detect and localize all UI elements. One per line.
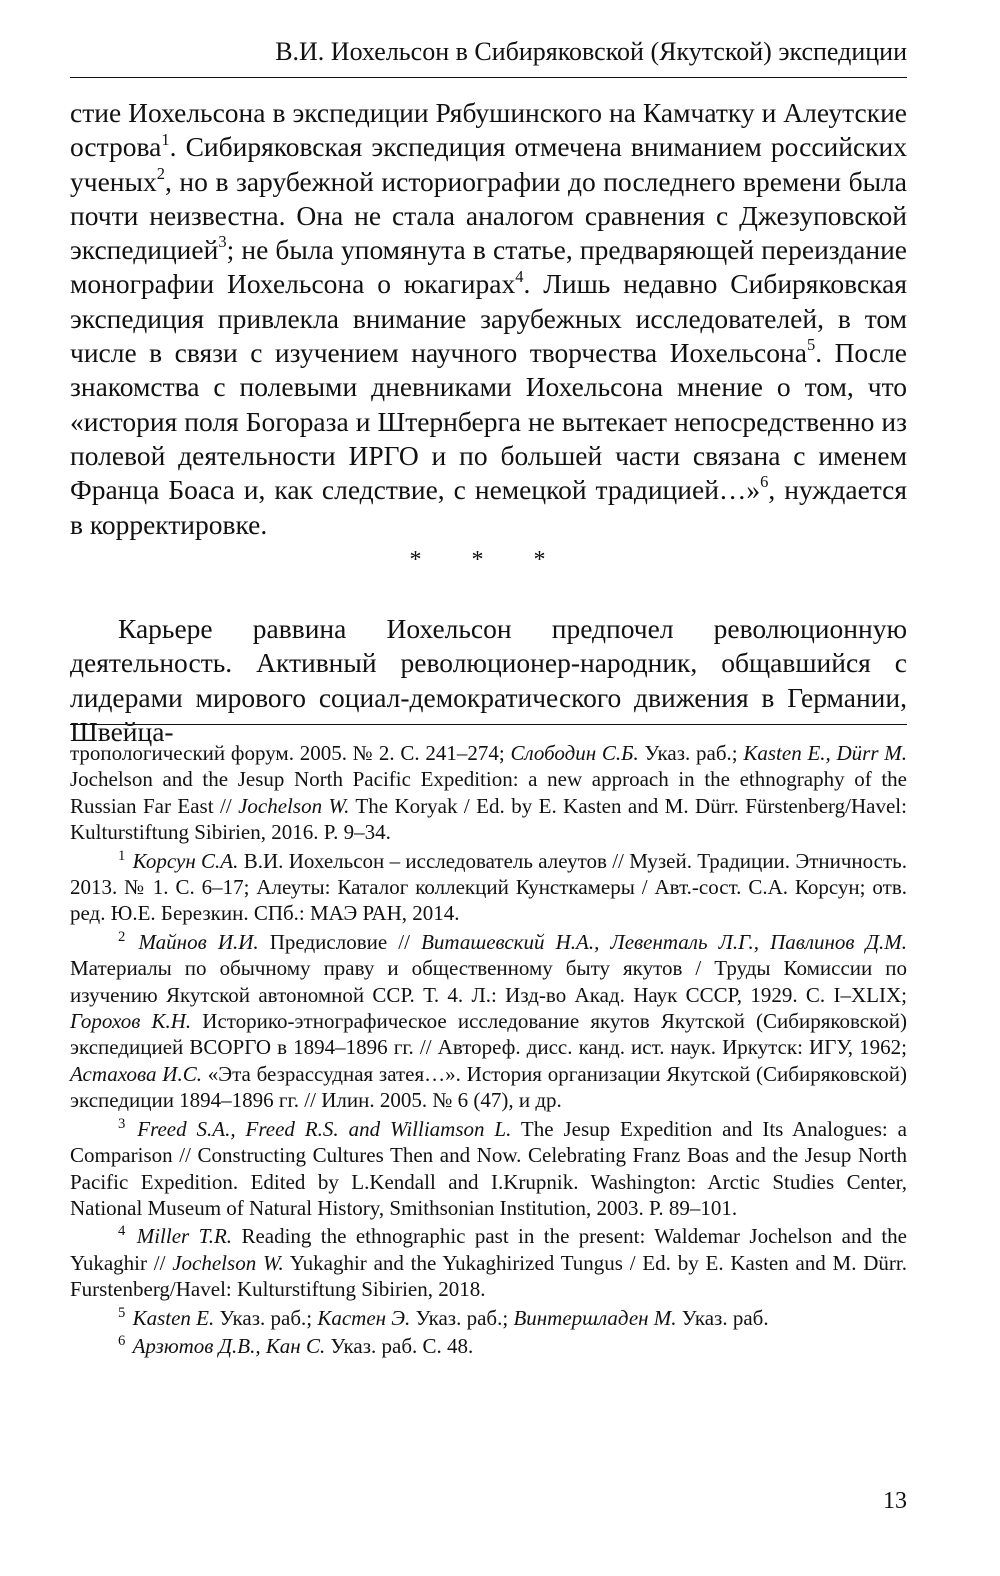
author-name: Miller T.R.: [136, 1224, 233, 1249]
citation-text: тропологический форум. 2005. № 2. С. 241–274;: [70, 741, 511, 765]
text-segment: , но в зарубежной историографии до последнего времени была почти неизвестна. Она не стала аналогом сравнения с Джезуповской экспедицией: [70, 165, 907, 266]
text-segment: , нуждается в корректировке.: [70, 474, 907, 540]
citation-text: Указ. раб.;: [638, 741, 744, 765]
footnote-ref-3[interactable]: 3: [218, 232, 227, 252]
author-name: Kasten E.: [132, 1305, 215, 1330]
author-name: Астахова И.С.: [70, 1061, 202, 1086]
citation-text: «Эта безрассудная затея…». История организации Якутской (Сибиряковской) экспедиции 1894–1896 гг. // Илин. 2005. № 6 (47), и др.: [70, 1061, 907, 1113]
text-segment: . После знакомства с полевыми дневниками Иохельсона мнение о том, что «история поля Богораза и Штернберга не вытекает непосредственно из полевой деятельности ИРГО и по большей части связана с именем Франца Боаса и, как следствие, с немецкой традицией…»: [70, 337, 907, 506]
author-name: Слободин С.Б.: [510, 741, 639, 765]
author-name: Виташевский Н.А., Левенталь Л.Г., Павлинов Д.М.: [421, 929, 908, 954]
author-name: Винтершладен М.: [513, 1305, 677, 1330]
main-text-2: [70, 612, 907, 749]
footnotes: [70, 740, 907, 1361]
text-segment: стие Иохельсона в экспедиции Рябушинского на Камчатку и Алеутские острова: [70, 97, 907, 163]
author-name: Кастен Э.: [317, 1305, 411, 1330]
author-name: Kasten E., Dürr M.: [743, 741, 907, 765]
paragraph-1: [70, 96, 907, 542]
citation-text: Указ. раб.;: [214, 1305, 318, 1330]
footnote-2: [70, 929, 907, 1114]
author-name: Майнов И.И.: [138, 929, 259, 954]
footnote-rule: [70, 724, 907, 725]
header-rule: [70, 77, 907, 78]
citation-text: Указ. раб.;: [410, 1305, 514, 1330]
paragraph-2: Карьере раввина Иохельсон предпочел революционную деятельность. Активный революционер-народник, общавшийся с лидерами мирового социал-демократического движения в Германии, Швейца-: [70, 613, 907, 747]
author-name: Горохов К.Н.: [70, 1009, 192, 1034]
text-segment: . Лишь недавно Сибиряковская экспедиция привлекла внимание зарубежных исследователей, в том числе в связи с изучением научного творчества Иохельсона: [70, 268, 907, 369]
author-name: Арзютов Д.В., Кан С.: [132, 1333, 326, 1358]
footnote-number: 5: [118, 1304, 126, 1321]
text-segment: ; не была упомянута в статье, предваряющей переиздание монографии Иохельсона о юкагирах: [70, 234, 907, 300]
footnote-number: 4: [118, 1223, 126, 1240]
footnote-number: 2: [118, 928, 126, 945]
citation-text: Reading the ethnographic past in the present: Waldemar Jochelson and the Yukaghir //: [70, 1224, 907, 1275]
footnote-1: [70, 848, 907, 927]
author-name: Jochelson W.: [238, 793, 350, 818]
footnote-ref-5[interactable]: 5: [806, 335, 816, 355]
author-name: Jochelson W.: [172, 1250, 284, 1275]
author-name: Freed S.A., Freed R.S. and Williamson L.: [137, 1116, 512, 1141]
section-divider: * * *: [409, 547, 568, 573]
footnote-ref-4[interactable]: 4: [515, 266, 524, 286]
running-header: В.И. Иохельсон в Сибиряковской (Якутской) экспедиции: [275, 37, 907, 66]
citation-text: Историко-этнографическое исследование якутов Якутской (Сибиряковской) экспедицией ВСОРГО в 1894–1896 гг. // Автореф. дисс. канд. ист. наук. Иркутск: ИГУ, 1962;: [70, 1009, 907, 1060]
footnote-3: [70, 1116, 907, 1222]
citation-text: Yukaghir and the Yukaghirized Tungus / Ed. by E. Kasten and M. Dürr. Furstenberg/Havel: Kulturstiftung Sibirien, 2018.: [70, 1250, 907, 1302]
footnote-5: [70, 1305, 907, 1331]
page-number: 13: [883, 1488, 907, 1514]
citation-text: Указ. раб. С. 48.: [325, 1333, 474, 1358]
citation-text: Материалы по обычному праву и общественному быту якутов / Труды Комиссии по изучению Якутской автономной ССР. Т. 4. Л.: Изд-во Акад. Наук СССР, 1929. С. I–XLIX;: [70, 956, 907, 1007]
author-name: Корсун С.А.: [132, 848, 239, 873]
footnote-ref-6[interactable]: 6: [760, 472, 769, 492]
footnote-list: [70, 848, 907, 1360]
footnote-4: [70, 1223, 907, 1302]
citation-text: Указ. раб.: [676, 1305, 769, 1330]
main-text: [70, 96, 907, 542]
footnote-6: [70, 1333, 907, 1359]
citation-text: Jochelson and the Jesup North Pacific Expedition: a new approach in the ethnography of the Russian Far East //: [70, 767, 907, 818]
citation-text: Предисловие //: [258, 929, 422, 954]
footnote-ref-1[interactable]: 1: [161, 129, 170, 149]
citation-text: В.И. Иохельсон – исследователь алеутов // Музей. Традиции. Этничность. 2013. № 1. С. 6–17; Алеуты: Каталог коллекций Кунсткамеры / Авт.-сост. С.А. Корсун; отв. ред. Ю.Е. Березкин. СПб.: МАЭ РАН, 2014.: [70, 848, 907, 926]
citation-text: The Jesup Expedition and Its Analogues: a Comparison // Constructing Cultures Then and Now. Celebrating Franz Boas and the Jesup North Pacific Expedition. Edited by L.Kendall and I.Krupnik. Washington: Arctic Studies Center, National Museum of Natural History, Smithsonian Institution, 2003. P. 89–101.: [70, 1116, 908, 1220]
footnote-ref-2[interactable]: 2: [156, 163, 165, 183]
citation-text: The Koryak / Ed. by E. Kasten and M. Dürr. Fürstenberg/Havel: Kulturstiftung Sibirien, 2016. P. 9–34.: [70, 793, 907, 845]
footnote-number: 3: [118, 1115, 126, 1132]
footnote-continuation: [70, 740, 907, 846]
footnote-number: 1: [118, 847, 126, 864]
text-segment: . Сибиряковская экспедиция отмечена вниманием российских ученых: [70, 131, 907, 197]
footnote-number: 6: [118, 1332, 126, 1349]
